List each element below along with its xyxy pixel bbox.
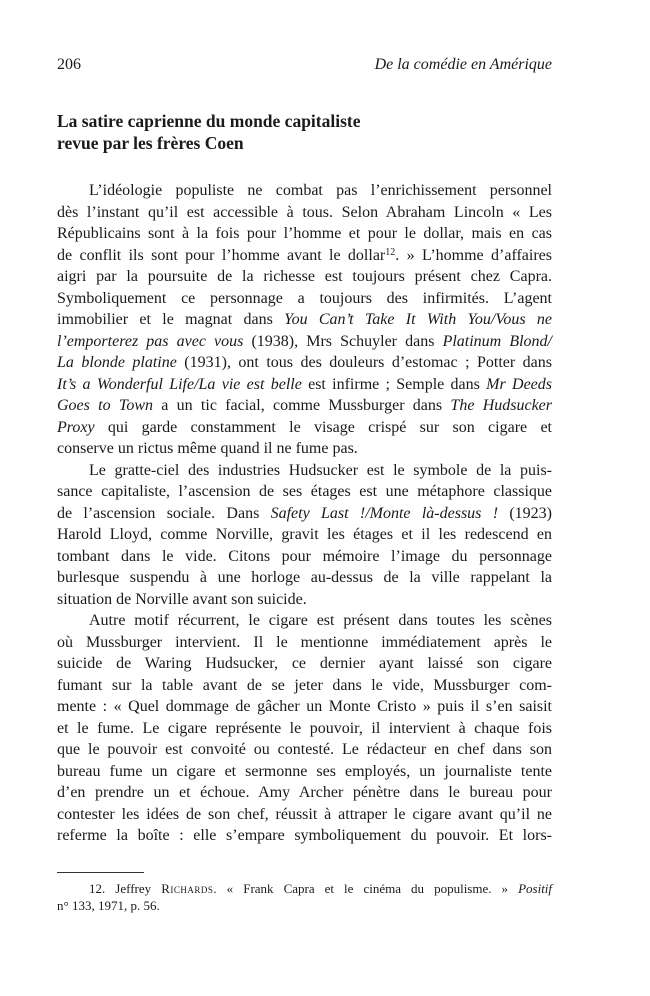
text-line: et le fume. Le cigare représente le pouvoir, il intervient à chaque fois [57,719,552,737]
text-line: d’en prendre un et échoue. Amy Archer pénètre dans le bureau pour [57,784,552,801]
section-title-line-1: La satire caprienne du monde capitaliste [57,111,361,131]
footnote-line: n° 133, 1971, p. 56. [57,898,160,913]
text-line: dès l’instant qu’il est accessible à tous. Selon Abraham Lincoln « Les [57,203,552,221]
section-title-line-2: revue par les frères Coen [57,133,244,153]
body-text [57,180,552,847]
text-line: contester les idées de son chef, réussit à attraper le cigare avant qu’il ne [57,805,552,823]
text-line: Le gratte-ciel des industries Hudsucker est le symbole de la puis- [89,461,552,479]
text-line [57,245,552,267]
text-line: que le pouvoir est convoité ou contesté. Le rédacteur en chef dans son [57,741,552,758]
text-span: (1931), ont tous des douleurs d’estomac ; Potter dans [176,354,552,371]
text-line: où Mussburger intervient. Il le mentionne immédiatement après le [57,633,552,651]
page-number: 206 [57,56,81,73]
text-line [57,352,552,374]
text-span: . » L’homme d’affaires [395,246,553,264]
text-span: (1938), Mrs Schuyler dans [243,332,443,350]
text-line: L’idéologie populiste ne combat pas l’enrichissement personnel [89,182,552,199]
footnote-line [57,880,552,897]
section-title [57,110,552,154]
text-span: de l’ascension sociale. Dans [57,504,271,522]
text-line: aigri par la poursuite de la richesse est toujours présent chez Capra. [57,268,552,285]
footnote-divider [57,872,144,873]
text-line: Républicains sont à la fois pour l’homme et pour le dollar, mais en cas [57,225,552,242]
film-title: Mr Deeds [486,375,552,393]
text-line: fumant sur la table avant de se jeter dans le vide, Mussburger com- [57,676,552,694]
text-line: sance capitaliste, l’ascension de ses étages est une métaphore classique [57,483,552,500]
footnote-journal: Positif [518,881,553,896]
text-line: tombant dans le vide. Citons pour mémoire l’image du personnage [57,547,552,565]
text-line: bureau fume un cigare et sermonne ses employés, un journaliste tente [57,762,552,780]
text-line [57,417,552,439]
footnote-title: . « Frank Capra et le cinéma du populisme. » [213,881,509,896]
page-header [57,56,552,76]
text-line [57,309,552,331]
text-line: mente : « Quel dommage de gâcher un Monte Cristo » puis il s’en saisit [57,698,552,715]
footnote-author-last: Richards [161,881,214,896]
text-line [57,374,552,396]
text-line [57,503,552,525]
running-title: De la comédie en Amérique [374,56,552,73]
text-line: Autre motif récurrent, le cigare est présent dans toutes les scènes [89,612,552,629]
film-title: Platinum Blond/ [442,332,553,350]
footnote-ref: 12 [385,246,396,258]
footnotes [57,880,552,914]
text-line: conserve un rictus même quand il ne fume pas. [57,440,358,457]
footnote-author-first: Jeffrey [115,881,152,896]
text-line: Harold Lloyd, comme Norville, gravit les étages et il les redescend en [57,526,552,543]
text-line: referme la boîte : elle s’empare symboliquement du pouvoir. Et lors- [57,827,552,844]
text-line: suicide de Waring Hudsucker, ce dernier ayant laissé son cigare [57,655,552,672]
film-title: Safety Last !/Monte là-dessus ! [270,504,499,522]
film-title: You Can’t Take It With You/Vous ne [284,311,553,328]
film-title: Proxy [57,418,95,436]
film-title: The Hudsucker [450,397,553,414]
text-span: qui garde constamment le visage crispé sur son cigare et [94,418,552,436]
text-span: a un tic facial, comme Mussburger dans [153,397,451,414]
film-title: It’s a Wonderful Life/La vie est belle [57,375,302,393]
text-span: est infirme ; Semple dans [301,375,487,393]
film-title: Goes to Town [57,397,153,414]
text-line: burlesque suspendu à une horloge au-dessus de la ville rappelant la [57,569,552,586]
text-span: immobilier et le magnat dans [57,311,285,328]
text-line: Symboliquement ce personnage a toujours des infirmités. L’agent [57,289,552,307]
film-title: l’emporterez pas avec vous [57,332,244,350]
film-title: La blonde platine [57,354,177,371]
text-span: de conflit ils sont pour l’homme avant le dollar [57,246,386,264]
text-line [57,331,552,353]
text-line: situation de Norville avant son suicide. [57,590,307,608]
text-span: (1923) [498,504,552,522]
text-line [57,395,552,417]
footnote-number: 12. [89,881,106,896]
